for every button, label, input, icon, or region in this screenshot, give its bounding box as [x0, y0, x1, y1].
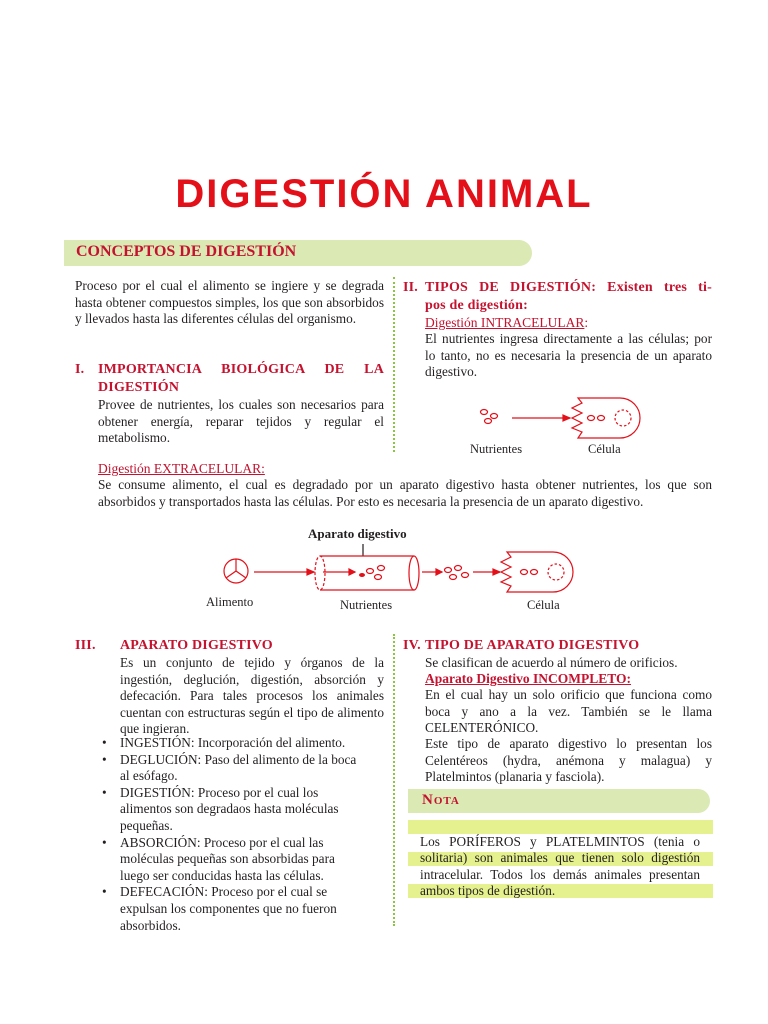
intracelular-title: Digestión INTRACELULAR — [425, 315, 585, 330]
list-item: • ABSORCIÓN: Proceso por el cual las moléculas pequeñas son absorbidas para luego ser conducidas hasta las células. — [94, 835, 360, 885]
nutrient-particle — [455, 566, 462, 571]
extracelular-title: Digestión EXTRACELULAR: — [98, 461, 265, 476]
section-3-number: III. — [75, 638, 96, 653]
extracellular-diagram — [210, 540, 610, 602]
section-3-title: APARATO DIGESTIVO — [120, 638, 273, 653]
incompleto-title: Aparato Digestivo INCOMPLETO: — [425, 671, 631, 686]
list-item: • DIGESTIÓN: Proceso por el cual los alimentos son degradaos hasta moléculas pequeñas. — [94, 785, 360, 835]
section-3-body: Es un conjunto de tejido y órganos de la ingestión, deglución, digestión, absorción y defecación. Para tales procesos los animales cuentan con estructuras según el tipo de alimento que ingieran. — [120, 655, 384, 737]
nutrient-particle — [485, 419, 492, 424]
extracelular-body: Se consume alimento, el cual es degradado por un aparato digestivo hasta obtener nutrientes, los que son absorbidos y transportados hasta las células. Por esto es necesaria la presencia de un aparato digestivo. — [98, 477, 712, 509]
vacuole — [548, 564, 564, 580]
incompleto-body: En el cual hay un solo orificio que funciona como boca y ano a la vez. También se le llama CELENTERÓNICO. — [425, 687, 712, 736]
intracellular-diagram — [470, 390, 660, 440]
section-4-title: TIPO DE APARATO DIGESTIVO — [425, 638, 640, 653]
section-4-number: IV. — [403, 638, 421, 653]
intracelular-body: El nutrientes ingresa directamente a las células; por lo tanto, no es necesaria la presencia de un aparato digestivo. — [425, 331, 712, 380]
page-title: DIGESTIÓN ANIMAL — [175, 172, 593, 216]
nutrient-particle — [462, 573, 469, 578]
nutrient-in-cell — [588, 416, 595, 421]
list-item: • DEFECACIÓN: Proceso por el cual se expulsan los componentes que no fueron absorbidos. — [94, 884, 360, 934]
section-1-title-line2: DIGESTIÓN — [98, 380, 180, 395]
column-divider-bottom — [393, 634, 395, 926]
section-3-list — [94, 735, 360, 934]
section-header-bar — [64, 240, 532, 266]
nota-header — [408, 789, 710, 813]
arrow-head — [563, 415, 570, 421]
highlight-stripe — [408, 820, 713, 834]
nota-body: Los PORÍFEROS y PLATELMINTOS (tenia o solitaria) son animales que tienen solo digestión intracelular. Todos los demás animales presentan ambos tipos de digestión. — [420, 834, 700, 899]
fig-alimento-label: Alimento — [206, 595, 254, 609]
nutrient-particle — [491, 414, 498, 419]
fig-celula-label: Célula — [527, 598, 560, 612]
tube-end-right — [409, 556, 419, 590]
list-item: • INGESTIÓN: Incorporación del alimento. — [94, 735, 360, 752]
vacuole — [615, 410, 631, 426]
section-2-title-line1: TIPOS DE DIGESTIÓN: Existen tres ti- — [425, 280, 712, 295]
section-1-title-line1: IMPORTANCIA BIOLÓGICA DE LA — [98, 362, 384, 377]
intro-paragraph: Proceso por el cual el alimento se ingiere y se degrada hasta obtener compuestos simples, los que son absorbidos y llevados hasta las diferentes células del organismo. — [75, 278, 384, 327]
intra-fig-celula-label: Célula — [588, 442, 621, 456]
section-1-body: Provee de nutrientes, los cuales son necesarios para obtener energía, reparar tejidos y regular el metabolismo. — [98, 397, 384, 446]
section-header-title: CONCEPTOS DE DIGESTIÓN — [76, 243, 297, 260]
section-4-line1: Se clasifican de acuerdo al número de orificios. — [425, 655, 678, 670]
list-item: • DEGLUCIÓN: Paso del alimento de la boca al esófago. — [94, 752, 360, 785]
fig-aparato-label: Aparato digestivo — [308, 526, 407, 541]
nutrient-particle — [445, 568, 452, 573]
nutrient-particle — [450, 575, 457, 580]
cell-outline — [572, 398, 640, 438]
nutrient-in-cell — [598, 416, 605, 421]
intracelular-heading — [425, 315, 588, 331]
incompleto-body-2: Este tipo de aparato digestivo lo presentan los Celentéreos (hydra, anémona y malagua) y Platelmintos (planaria y fasciola). — [425, 736, 712, 785]
section-2-title-line2: pos de digestión: — [425, 298, 528, 313]
nutrient-particle — [481, 410, 488, 415]
fig-nutrientes-label: Nutrientes — [340, 598, 393, 612]
column-divider-top — [393, 277, 395, 452]
intracelular-colon: : — [584, 315, 589, 330]
section-2-number: II. — [403, 280, 418, 295]
tube-end-left — [315, 556, 325, 590]
section-1-number: I. — [75, 362, 85, 377]
intra-fig-nutrientes-label: Nutrientes — [470, 442, 523, 456]
nota-label: Nota — [422, 792, 460, 808]
